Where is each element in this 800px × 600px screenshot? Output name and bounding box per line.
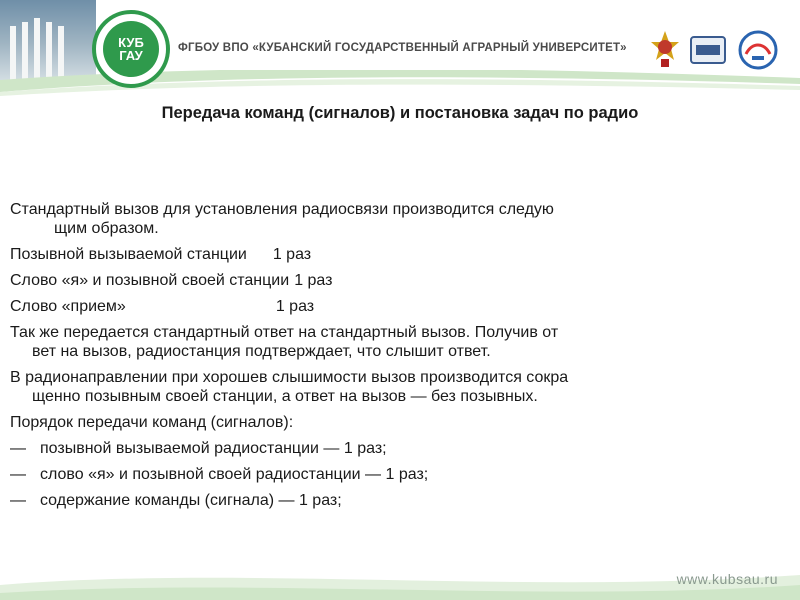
list-item — [10, 491, 790, 510]
call-row-label: Слово «прием» — [10, 298, 126, 315]
call-row-value: 1 раз — [275, 298, 315, 315]
award-badge-icon — [690, 36, 726, 64]
call-row-label: Слово «я» и позывной своей станции — [10, 272, 290, 289]
university-logo — [92, 10, 170, 88]
paragraph-standard-answer: Так же передается стандартный ответ на стандартный вызов. Получив от вет на вызов, радиостанция подтверждает, что слышит ответ. — [10, 324, 559, 360]
list-item — [10, 439, 790, 458]
call-row-label: Позывной вызываемой станции — [10, 246, 247, 263]
list-dash: — — [10, 440, 26, 457]
slide-content — [10, 200, 790, 517]
logo-text-bottom: ГАУ — [119, 48, 143, 63]
list-item-text: содержание команды (сигнала) — 1 раз; — [40, 492, 342, 509]
header — [0, 0, 800, 96]
university-title: ФГБОУ ВПО «КУБАНСКИЙ ГОСУДАРСТВЕННЫЙ АГРАРНЫЙ УНИВЕРСИТЕТ» — [178, 42, 627, 54]
order-emblem-icon — [650, 30, 680, 68]
call-row-2 — [10, 271, 790, 290]
logo-text-top: КУБ — [118, 35, 144, 50]
list-item-text: позывной вызываемой радиостанции — 1 раз; — [40, 440, 387, 457]
call-row-value: 1 раз — [294, 272, 333, 289]
list-dash: — — [10, 466, 26, 483]
call-row-1 — [10, 245, 790, 264]
call-row-3 — [10, 297, 790, 316]
call-row-value: 1 раз — [272, 246, 312, 263]
paragraph-short-call: В радионаправлении при хорошев слышимости вызов производится сокра щенно позывным своей станции, а ответ на вызов — без позывных. — [10, 369, 569, 405]
paragraph-standard-call: Стандартный вызов для установления радиосвязи производится следую щим образом. — [10, 201, 554, 237]
list-item-text: слово «я» и позывной своей радиостанции — 1 раз; — [40, 466, 429, 483]
paragraph-command-order: Порядок передачи команд (сигналов): — [10, 414, 294, 431]
list-item — [10, 465, 790, 484]
footer-url: www.kubsau.ru — [676, 571, 778, 587]
list-dash: — — [10, 492, 26, 509]
education-emblem-icon — [738, 30, 778, 70]
slide-title: Передача команд (сигналов) и постановка задач по радио — [161, 104, 639, 122]
